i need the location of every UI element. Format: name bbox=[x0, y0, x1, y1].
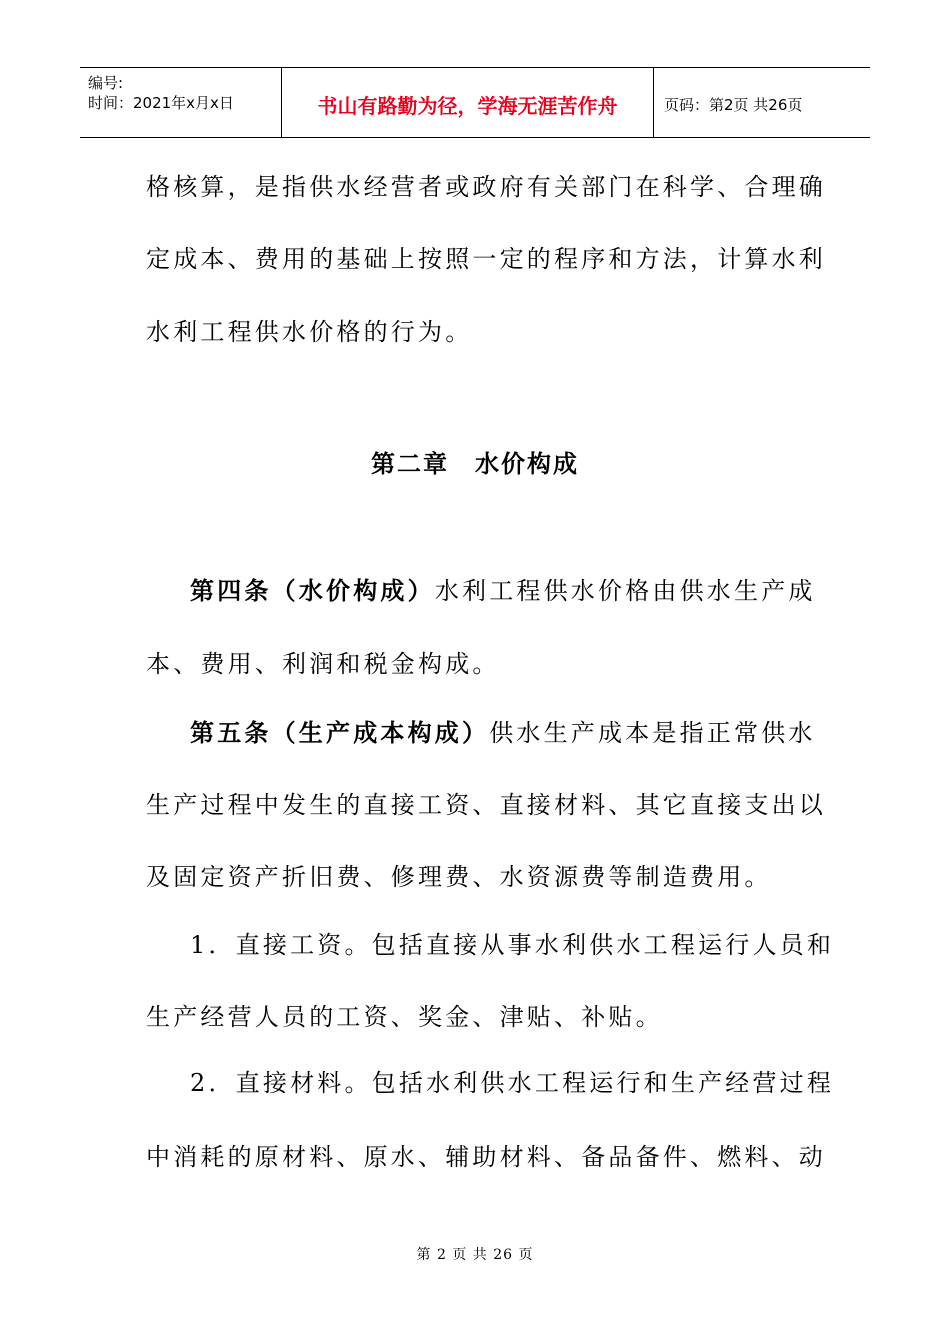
chapter-title: 第二章 水价构成 bbox=[371, 449, 579, 478]
item-1-line: 1．直接工资。包括直接从事水利供水工程运行人员和 bbox=[190, 931, 835, 959]
body-line: 水利工程供水价格的行为。 bbox=[146, 318, 473, 346]
article-4-heading: 第四条（水价构成） bbox=[190, 576, 435, 605]
document-date: 时间：2021年x月x日 bbox=[88, 94, 234, 112]
body-line: 及固定资产折旧费、修理费、水资源费等制造费用。 bbox=[146, 863, 772, 891]
header-meta bbox=[80, 68, 282, 137]
body-line: 本、费用、利润和税金构成。 bbox=[146, 650, 500, 678]
document-number-label: 编号: bbox=[88, 74, 124, 92]
body-line: 生产经营人员的工资、奖金、津贴、补贴。 bbox=[146, 1003, 663, 1031]
body-line: 格核算，是指供水经营者或政府有关部门在科学、合理确 bbox=[146, 173, 826, 201]
body-line: 中消耗的原材料、原水、辅助材料、备品备件、燃料、动 bbox=[146, 1143, 826, 1171]
article-5-text: 供水生产成本是指正常供水 bbox=[489, 719, 816, 747]
article-5-line bbox=[190, 718, 870, 748]
body-line: 生产过程中发生的直接工资、直接材料、其它直接支出以 bbox=[146, 791, 826, 819]
header-motto: 书山有路勤为径，学海无涯苦作舟 bbox=[282, 68, 654, 137]
article-4-line bbox=[190, 576, 870, 606]
article-4-text: 水利工程供水价格由供水生产成 bbox=[434, 577, 816, 605]
page-footer: 第 2 页 共 26 页 bbox=[416, 1247, 534, 1263]
article-5-heading: 第五条（生产成本构成） bbox=[190, 718, 490, 747]
item-2-line: 2．直接材料。包括水利供水工程运行和生产经营过程 bbox=[190, 1069, 835, 1097]
page-header bbox=[80, 67, 870, 138]
header-page-info: 页码：第2页 共26页 bbox=[664, 96, 803, 114]
body-line: 定成本、费用的基础上按照一定的程序和方法，计算水利 bbox=[146, 245, 826, 273]
